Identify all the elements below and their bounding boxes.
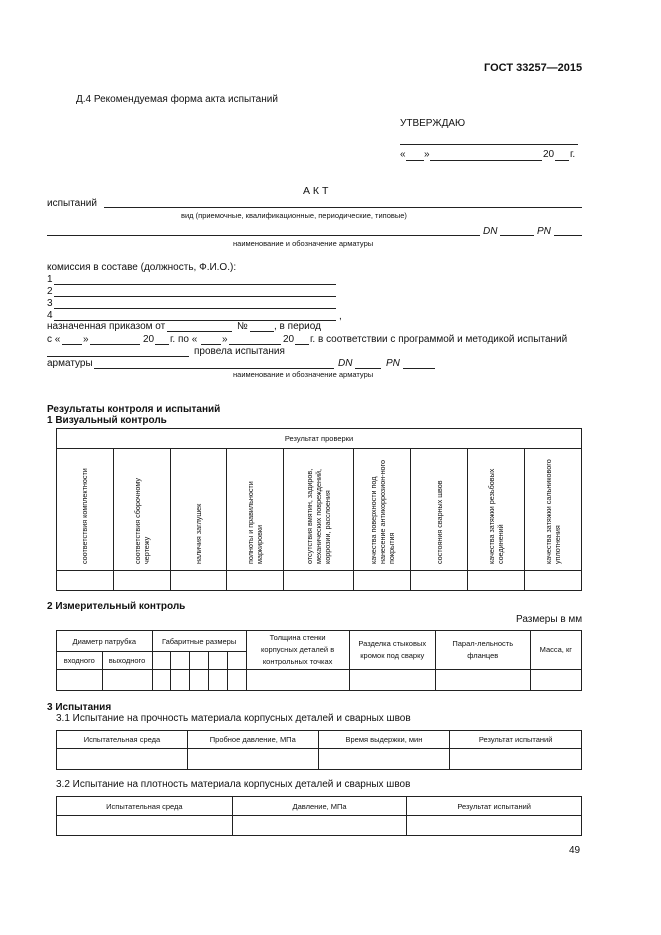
commission-pn-line[interactable]: [403, 368, 435, 369]
visual-input-cell[interactable]: [57, 571, 114, 591]
approval-date-mid: »: [424, 149, 430, 160]
commission-comma: ,: [339, 311, 342, 322]
measure-input-cell[interactable]: [246, 670, 349, 691]
strength-col-time: Время выдержки, мин: [318, 731, 450, 749]
strength-input-cell[interactable]: [57, 749, 188, 770]
period-from-close: »: [83, 334, 89, 345]
order-no-label: №: [237, 321, 248, 332]
visual-col-9: качества затяжки сальникового уплотнения: [544, 458, 562, 564]
visual-col-5: отсутствия вмятин, задиров, механических повреждений, коррозии, расслоения: [305, 468, 333, 564]
commission-number-3: 3: [47, 298, 53, 309]
strength-table: [56, 730, 582, 770]
period-from-open: с «: [47, 334, 61, 345]
act-valve-hint: наименование и обозначение арматуры: [233, 239, 374, 248]
commission-member-line-1[interactable]: [54, 284, 336, 285]
measure-input-cell[interactable]: [152, 670, 171, 691]
tightness-col-result: Результат испытаний: [407, 797, 582, 816]
valve-name-line[interactable]: [94, 368, 334, 369]
tightness-col-medium: Испытательная среда: [57, 797, 233, 816]
approval-year-prefix: 20: [543, 149, 555, 160]
tightness-input-row[interactable]: [57, 816, 582, 836]
visual-col-6: качества поверхности под нанесение антикоррозион-ного покрытия: [368, 459, 396, 564]
act-dn-label: DN: [483, 226, 498, 237]
visual-columns-row: [57, 449, 582, 571]
visual-input-cell[interactable]: [170, 571, 227, 591]
approval-year-suffix: г.: [570, 149, 576, 160]
from-year-line[interactable]: [155, 344, 169, 345]
from-month-line[interactable]: [90, 344, 140, 345]
appointed-label: назначенная приказом от: [47, 321, 166, 332]
strength-input-row[interactable]: [57, 749, 582, 770]
commission-number-4: 4: [47, 310, 53, 321]
overall-subcell: [209, 652, 228, 670]
act-pn-line[interactable]: [554, 235, 582, 236]
strength-col-pressure: Пробное давление, МПа: [187, 731, 318, 749]
inlet-header: входного: [57, 652, 103, 670]
order-date-line[interactable]: [167, 331, 232, 332]
commission-pn-label: PN: [386, 358, 400, 369]
period-by-label: г. по «: [170, 334, 198, 345]
visual-input-row[interactable]: [57, 571, 582, 591]
diameter-header: Диаметр патрубка: [57, 631, 153, 652]
measure-units: Размеры в мм: [516, 614, 583, 625]
act-type-hint: вид (приемочные, квалификационные, периодические, типовые): [181, 211, 407, 220]
commission-number-2: 2: [47, 286, 53, 297]
strength-col-medium: Испытательная среда: [57, 731, 188, 749]
measure-input-cell[interactable]: [57, 670, 103, 691]
from-day-line[interactable]: [62, 344, 82, 345]
act-pn-label: PN: [537, 226, 551, 237]
visual-col-2: соответствия сборочному чертежу: [132, 477, 151, 564]
to-month-line[interactable]: [229, 344, 281, 345]
measure-input-cell[interactable]: [171, 670, 190, 691]
approval-month-line[interactable]: [430, 160, 542, 161]
overall-subcell: [227, 652, 246, 670]
annex-title: Д.4 Рекомендуемая форма акта испытаний: [76, 94, 278, 105]
outlet-header: выходного: [102, 652, 152, 670]
strength-input-cell[interactable]: [318, 749, 450, 770]
act-tests-label: испытаний: [47, 198, 97, 209]
visual-input-cell[interactable]: [411, 571, 468, 591]
measure-input-cell[interactable]: [435, 670, 530, 691]
strength-title: 3.1 Испытание на прочность материала корпусных деталей и сварных швов: [56, 713, 411, 724]
tightness-table: [56, 796, 582, 836]
act-type-line[interactable]: [104, 207, 582, 208]
period-label: , в период: [274, 321, 321, 332]
measure-input-cell[interactable]: [530, 670, 581, 691]
overall-subcell: [190, 652, 209, 670]
visual-input-cell[interactable]: [354, 571, 411, 591]
approval-day-line[interactable]: [406, 160, 424, 161]
approval-year-line[interactable]: [555, 160, 569, 161]
overall-subcell: [152, 652, 171, 670]
mass-header: Масса, кг: [530, 631, 581, 670]
measure-control-title: 2 Измерительный контроль: [47, 601, 186, 612]
tests-title: 3 Испытания: [47, 702, 112, 713]
overall-header: Габаритные размеры: [152, 631, 246, 652]
page-number: 49: [569, 845, 581, 856]
commission-extra-line[interactable]: [47, 356, 189, 357]
to-year-line[interactable]: [295, 344, 309, 345]
visual-col-4: полноты и правильности маркировки: [246, 480, 265, 564]
strength-input-cell[interactable]: [187, 749, 318, 770]
tightness-input-cell[interactable]: [407, 816, 582, 836]
commission-label: комиссия в составе (должность, Ф.И.О.):: [47, 262, 237, 273]
commission-member-line-3[interactable]: [54, 308, 336, 309]
strength-col-result: Результат испытаний: [450, 731, 582, 749]
tightness-input-cell[interactable]: [232, 816, 407, 836]
measure-input-cell[interactable]: [190, 670, 209, 691]
tightness-col-pressure: Давление, МПа: [232, 797, 407, 816]
strength-input-cell[interactable]: [450, 749, 582, 770]
commission-dn-line[interactable]: [355, 368, 381, 369]
approval-signature-line[interactable]: [400, 144, 578, 145]
from-year-prefix: 20: [143, 334, 155, 345]
wall-header: Толщина стенки корпусных деталей в контрольных точках: [246, 631, 349, 670]
visual-col-8: качества затяжки резьбовых соединений: [487, 468, 506, 564]
visual-input-cell[interactable]: [284, 571, 354, 591]
commission-number-1: 1: [47, 274, 53, 285]
period-to-close: »: [222, 334, 228, 345]
visual-col-1: соответствия комплектности: [80, 467, 90, 564]
commission-valve-hint: наименование и обозначение арматуры: [233, 370, 374, 379]
tightness-title: 3.2 Испытание на плотность материала корпусных деталей и сварных швов: [56, 779, 411, 790]
commission-member-line-2[interactable]: [54, 296, 336, 297]
visual-input-cell[interactable]: [227, 571, 284, 591]
standard-number: ГОСТ 33257—2015: [484, 62, 583, 74]
visual-col-7: состояния сварных швов: [434, 479, 444, 564]
visual-input-cell[interactable]: [525, 571, 582, 591]
measure-control-table: [56, 630, 582, 691]
visual-col-3: наличия заглушек: [194, 503, 203, 564]
measure-input-row[interactable]: [57, 670, 582, 691]
conducted-label: провела испытания: [194, 346, 285, 357]
commission-dn-label: DN: [338, 358, 353, 369]
tightness-input-cell[interactable]: [57, 816, 233, 836]
approval-label: УТВЕРЖДАЮ: [400, 118, 466, 129]
groove-header: Разделка стыковых кромок под сварку: [349, 631, 435, 670]
parallel-header: Парал-лельность фланцев: [435, 631, 530, 670]
overall-subcell: [171, 652, 190, 670]
order-number-line[interactable]: [250, 331, 274, 332]
visual-control-table: [56, 428, 582, 591]
to-year-prefix: 20: [283, 334, 295, 345]
visual-control-title: 1 Визуальный контроль: [47, 415, 167, 426]
according-label: г. в соответствии с программой и методикой испытаний: [310, 334, 568, 345]
visual-header-cell: Результат проверки: [57, 429, 582, 449]
results-title: Результаты контроля и испытаний: [47, 404, 221, 415]
act-title: А К Т: [303, 185, 329, 197]
measure-input-cell[interactable]: [102, 670, 152, 691]
visual-input-cell[interactable]: [113, 571, 170, 591]
measure-input-cell[interactable]: [209, 670, 228, 691]
to-day-line[interactable]: [201, 344, 221, 345]
act-valve-line[interactable]: [47, 235, 480, 236]
approval-date-open: «: [400, 149, 406, 160]
visual-input-cell[interactable]: [468, 571, 525, 591]
act-dn-line[interactable]: [500, 235, 534, 236]
measure-input-cell[interactable]: [227, 670, 246, 691]
valve-label: арматуры: [47, 358, 93, 369]
measure-input-cell[interactable]: [349, 670, 435, 691]
